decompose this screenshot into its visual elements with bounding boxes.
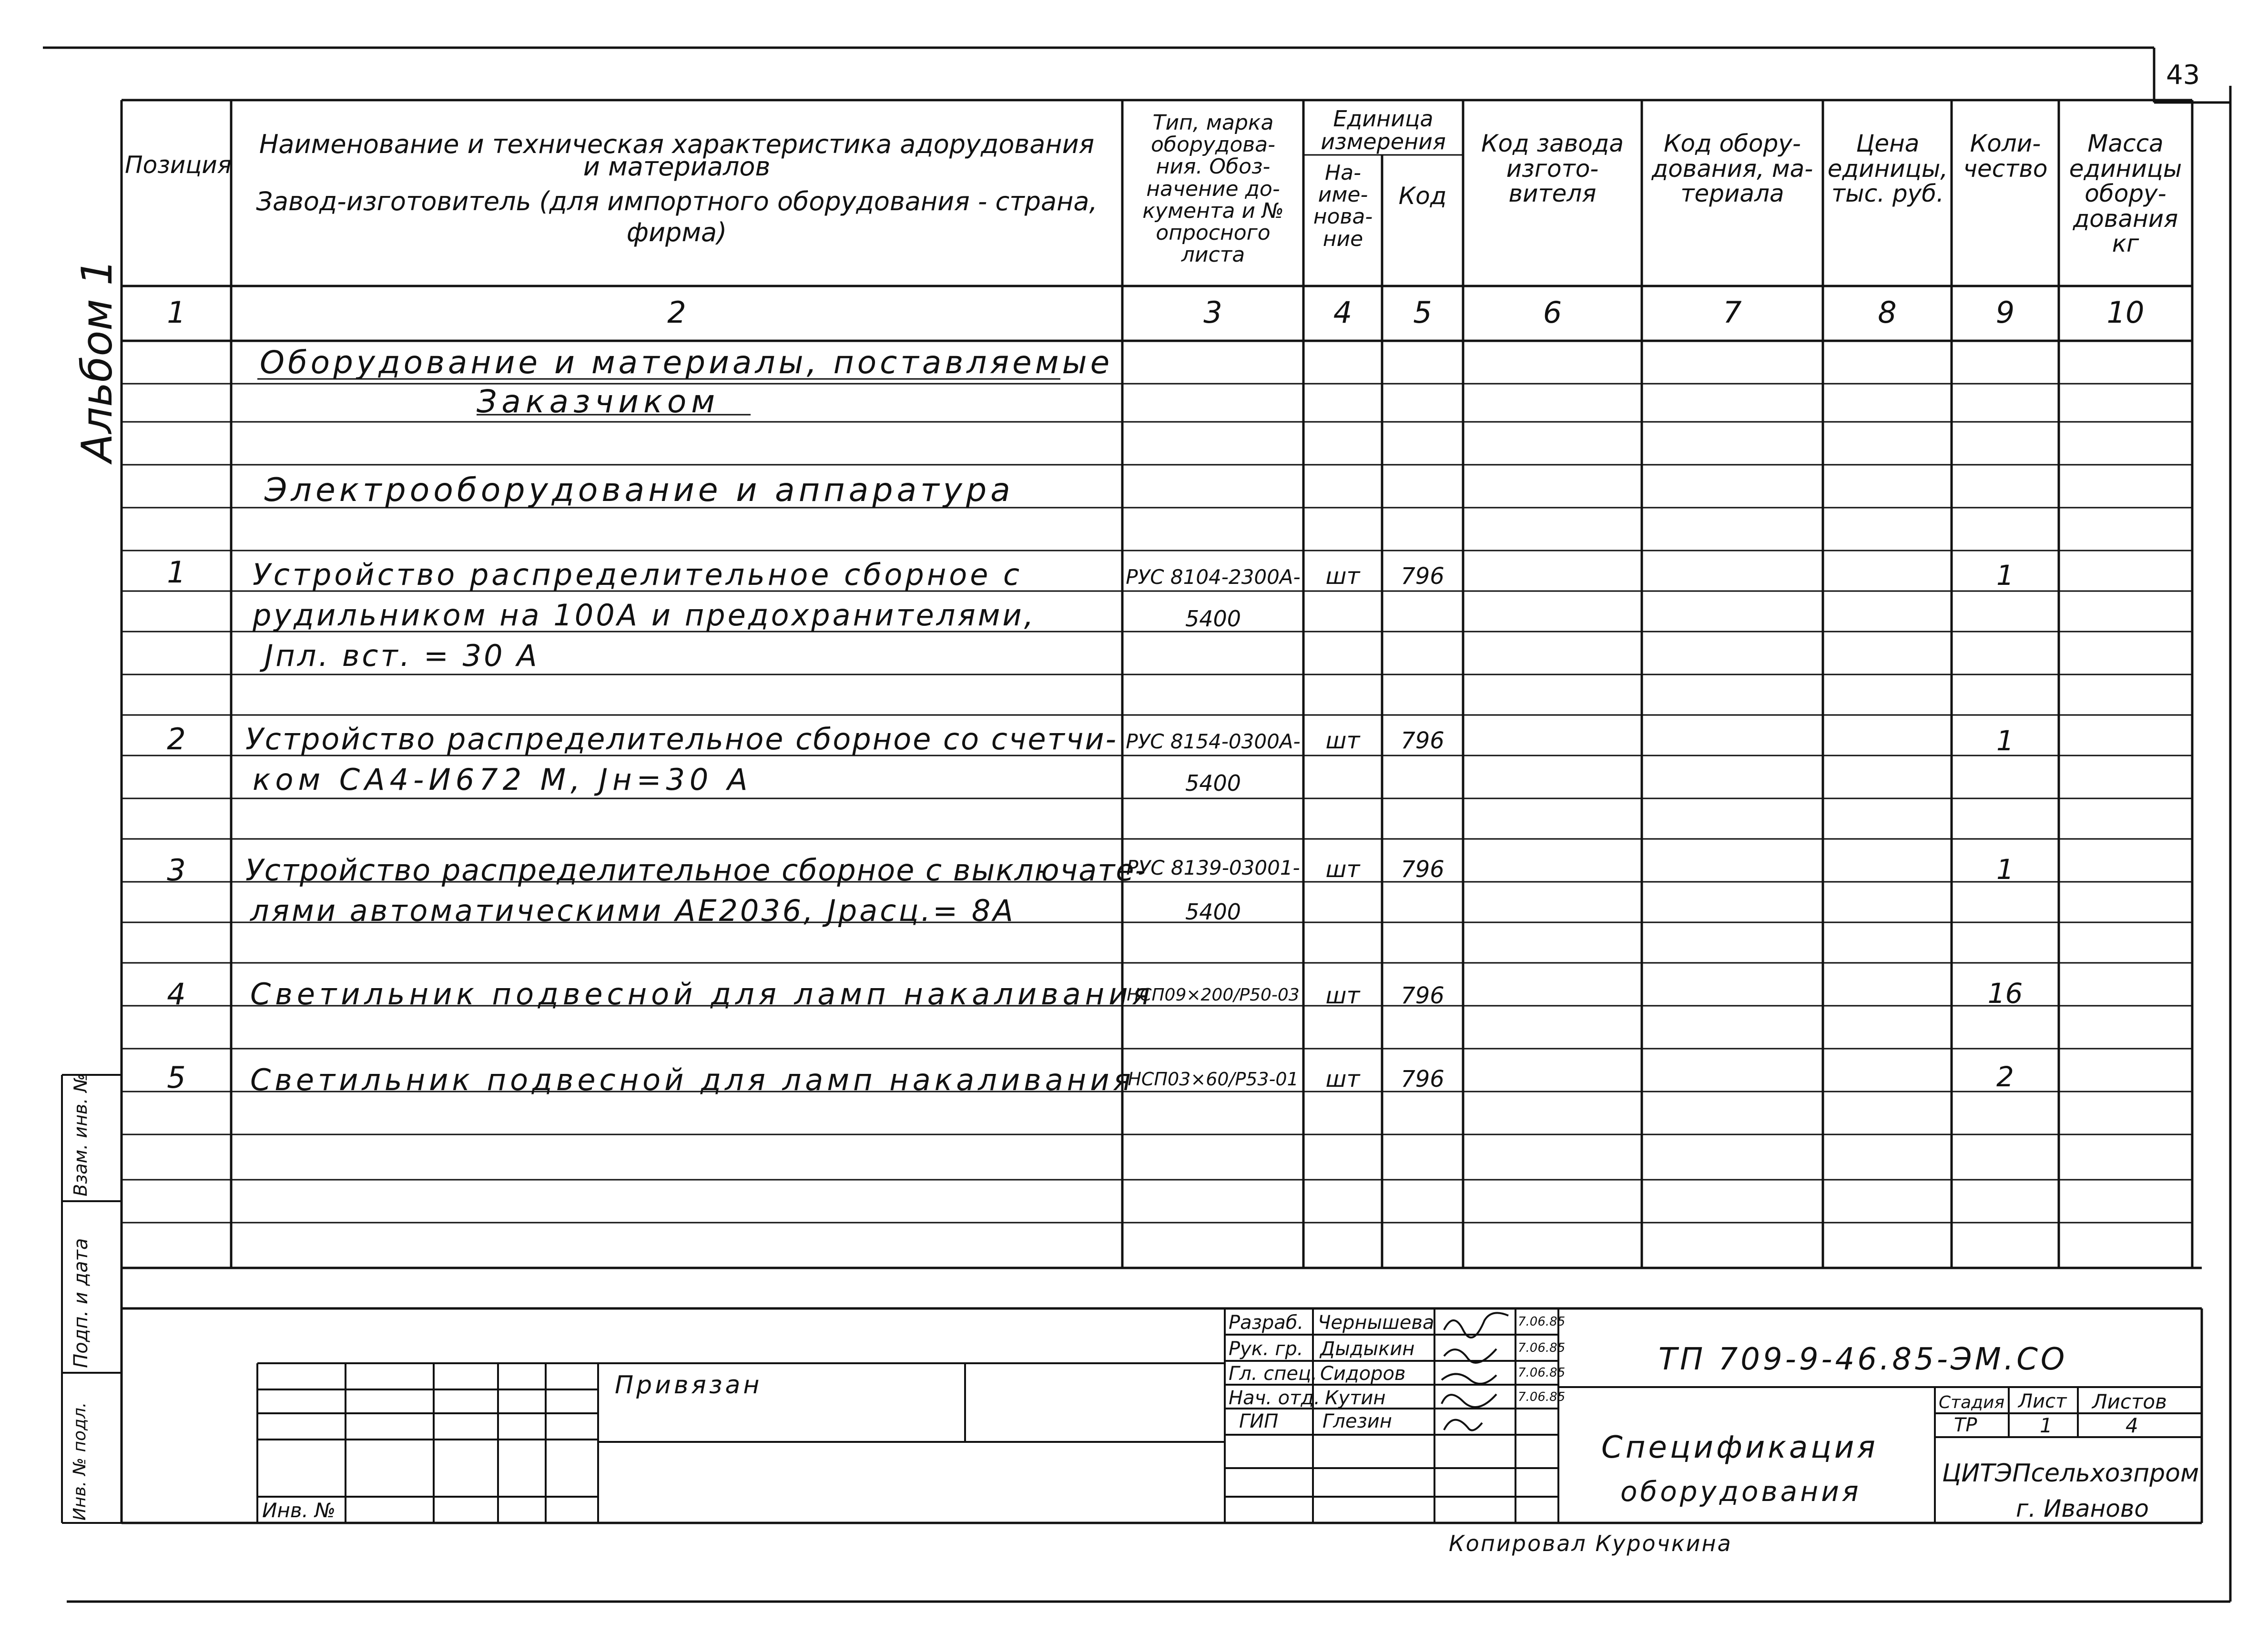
header-equip-code-l1: Код обору- (1664, 130, 1801, 157)
item-qty: 16 (1987, 977, 2023, 1010)
header-position: Позиция (125, 151, 232, 179)
tb-doc-title-line2: оборудования (1620, 1475, 1861, 1508)
header-unit-name-l3: нова- (1313, 204, 1373, 229)
header-equip-code-l3: териала (1680, 180, 1784, 207)
colnum-2: 2 (667, 295, 686, 330)
header-unit-group: Единица измерения (1321, 106, 1446, 155)
tb-date: 7.06.85 (1518, 1341, 1566, 1355)
tb-sheets: 4 (2126, 1414, 2138, 1437)
header-plant-code-l3: вителя (1508, 180, 1597, 207)
header-name-line2: и материалов (583, 152, 771, 182)
tb-name: Чернышева (1318, 1312, 1434, 1334)
header-type-l5: кумента и № (1142, 198, 1284, 223)
header-type-l3: ния. Обоз- (1156, 154, 1271, 179)
item-name-line: Светильник подвесной для ламп накаливания (250, 977, 1154, 1011)
item-name-line: Светильник подвесной для ламп накаливания (250, 1062, 1135, 1097)
header-type-l6: опросного (1156, 220, 1271, 245)
tb-stage-label: Стадия (1939, 1393, 2005, 1412)
item-qty: 1 (1996, 559, 2014, 592)
item-type: 5400 (1185, 606, 1241, 632)
tb-role: Разраб. (1229, 1312, 1304, 1334)
header-unit-name-l4: ние (1322, 226, 1363, 251)
header-price-l1: Цена (1856, 130, 1920, 157)
header-qty-l2: чество (1963, 154, 2048, 183)
tb-sheet-label: Лист (2018, 1390, 2067, 1412)
header-mass-l4: дования (2073, 204, 2178, 233)
item-name-line: лями автоматическими АЕ2036, Jрасц.= 8А (250, 893, 1016, 928)
item-unit: шт (1325, 563, 1360, 590)
header-unit-name-cell (1305, 162, 1381, 250)
header-mass-l5: кг (2112, 230, 2139, 257)
item-unit: шт (1325, 982, 1360, 1009)
item-type: РУС 8154-0300А- (1126, 730, 1301, 753)
header-unit-code: Код (1398, 182, 1447, 210)
colnum-8: 8 (1878, 295, 1897, 330)
tb-role: Гл. спец. (1229, 1363, 1317, 1385)
header-type-l1: Тип, марка (1152, 111, 1274, 135)
item-code: 796 (1401, 982, 1444, 1009)
item-name-line: Устройство распределительное сборное со счетчи- (245, 722, 1118, 756)
item-name-line: ком СА4-И672 М, Jн=30 А (253, 762, 753, 797)
tb-role: ГИП (1239, 1410, 1279, 1432)
tb-sheets-label: Листов (2092, 1390, 2167, 1413)
section-title-line2: Заказчиком (477, 383, 720, 420)
item-position: 4 (167, 977, 186, 1011)
header-plant-code-cell (1465, 131, 1639, 206)
item-unit: шт (1325, 1066, 1360, 1093)
tb-doc-title-line1: Спецификация (1601, 1430, 1878, 1465)
item-name-line: Устройство распределительное сборное с (253, 557, 1023, 592)
header-name-line3: Завод-изготовитель (для импортного оборудования - страна, (256, 186, 1098, 216)
item-unit: шт (1325, 856, 1360, 883)
tb-role: Нач. отд. (1229, 1387, 1320, 1409)
tb-role: Рук. гр. (1229, 1338, 1303, 1360)
header-plant-code-l1: Код завода (1481, 130, 1624, 157)
header-unit-name-l2: име- (1318, 183, 1368, 207)
item-name-line: Jпл. вст. = 30 А (264, 638, 539, 673)
header-type-l7: листа (1181, 243, 1245, 267)
header-mass-l1: Масса (2087, 130, 2164, 157)
item-position: 3 (167, 853, 186, 888)
item-code: 796 (1401, 856, 1444, 883)
page-number: 43 (2166, 60, 2200, 91)
tb-inv-no: Инв. № (262, 1499, 336, 1522)
colnum-3: 3 (1203, 295, 1222, 330)
margin-signature-date: Подп. и дата (70, 1238, 92, 1368)
header-price-l2: единицы, (1827, 154, 1948, 183)
item-code: 796 (1401, 1066, 1444, 1093)
tb-date: 7.06.85 (1518, 1366, 1566, 1380)
item-position: 2 (167, 722, 186, 756)
header-unit-name-l1: На- (1325, 161, 1361, 185)
header-type-l2: оборудова- (1150, 133, 1276, 157)
margin-original-inv: Инв. № подл. (70, 1402, 90, 1521)
item-qty: 2 (1996, 1061, 2014, 1093)
item-unit: шт (1325, 727, 1360, 754)
tb-date: 7.06.85 (1518, 1315, 1566, 1329)
colnum-7: 7 (1723, 295, 1742, 330)
header-name-line1: Наименование и техническая характеристика адорудования (259, 129, 1095, 159)
header-qty-cell (1953, 131, 2058, 181)
colnum-1: 1 (167, 295, 186, 330)
album-label: Альбом 1 (72, 259, 122, 462)
item-type: НСП09×200/Р50-03 (1127, 985, 1300, 1005)
item-qty: 1 (1996, 725, 2014, 757)
tb-sheet: 1 (2040, 1414, 2053, 1437)
header-mass-cell (2060, 131, 2191, 256)
tb-name: Сидоров (1320, 1363, 1406, 1385)
signatures (1442, 1313, 1508, 1430)
item-type: РУС 8139-03001- (1126, 856, 1300, 879)
colnum-5: 5 (1413, 295, 1432, 330)
header-name-line4: фирма) (626, 217, 727, 247)
tb-name: Глезин (1322, 1410, 1392, 1432)
header-qty-l1: Коли- (1970, 130, 2041, 157)
tb-name: Кутин (1325, 1387, 1386, 1409)
header-mass-l3: обору- (2085, 180, 2166, 207)
header-type-l4: начение до- (1146, 176, 1280, 201)
copied-by: Копировал Курочкина (1449, 1531, 1732, 1556)
item-code: 796 (1401, 727, 1444, 754)
header-equip-code-cell (1644, 131, 1821, 206)
colnum-4: 4 (1333, 295, 1353, 330)
item-position: 1 (167, 555, 186, 590)
item-code: 796 (1401, 563, 1444, 590)
tb-privyazan: Привязан (615, 1371, 763, 1399)
item-position: 5 (167, 1060, 186, 1095)
item-name-line: Устройство распределительное сборное с выключате- (245, 853, 1147, 888)
colnum-6: 6 (1543, 295, 1562, 330)
tb-org-line2: г. Иваново (2016, 1495, 2149, 1522)
item-type: НСП03×60/Р53-01 (1128, 1069, 1299, 1090)
tb-doc-code: ТП 709-9-46.85-ЭМ.СО (1658, 1342, 2068, 1377)
header-price-l3: тыс. руб. (1831, 180, 1944, 207)
header-equip-code-l2: дования, ма- (1651, 154, 1813, 183)
margin-replace-inv: Взам. инв. № (70, 1073, 91, 1196)
tb-stage: ТР (1954, 1414, 1977, 1436)
tb-org-line1: ЦИТЭПсельхозпром (1942, 1459, 2199, 1488)
subsection-title: Электрооборудование и аппаратура (264, 471, 1014, 509)
header-mass-l2: единицы (2069, 154, 2182, 183)
section-title-line1: Оборудование и материалы, поставляемые (260, 344, 1113, 381)
item-name-line: рудильником на 100А и предохранителями, (253, 598, 1036, 633)
tb-name: Дыдыкин (1320, 1338, 1415, 1360)
item-type: 5400 (1185, 770, 1241, 796)
header-plant-code-l2: изгото- (1506, 154, 1599, 183)
item-type: РУС 8104-2300А- (1126, 565, 1301, 589)
colnum-9: 9 (1995, 295, 2015, 330)
colnum-10: 10 (2106, 295, 2145, 330)
item-type: 5400 (1185, 899, 1241, 925)
header-price-cell (1825, 131, 1950, 206)
header-type-cell (1124, 112, 1302, 266)
item-qty: 1 (1996, 853, 2014, 886)
tb-date: 7.06.85 (1518, 1390, 1566, 1404)
